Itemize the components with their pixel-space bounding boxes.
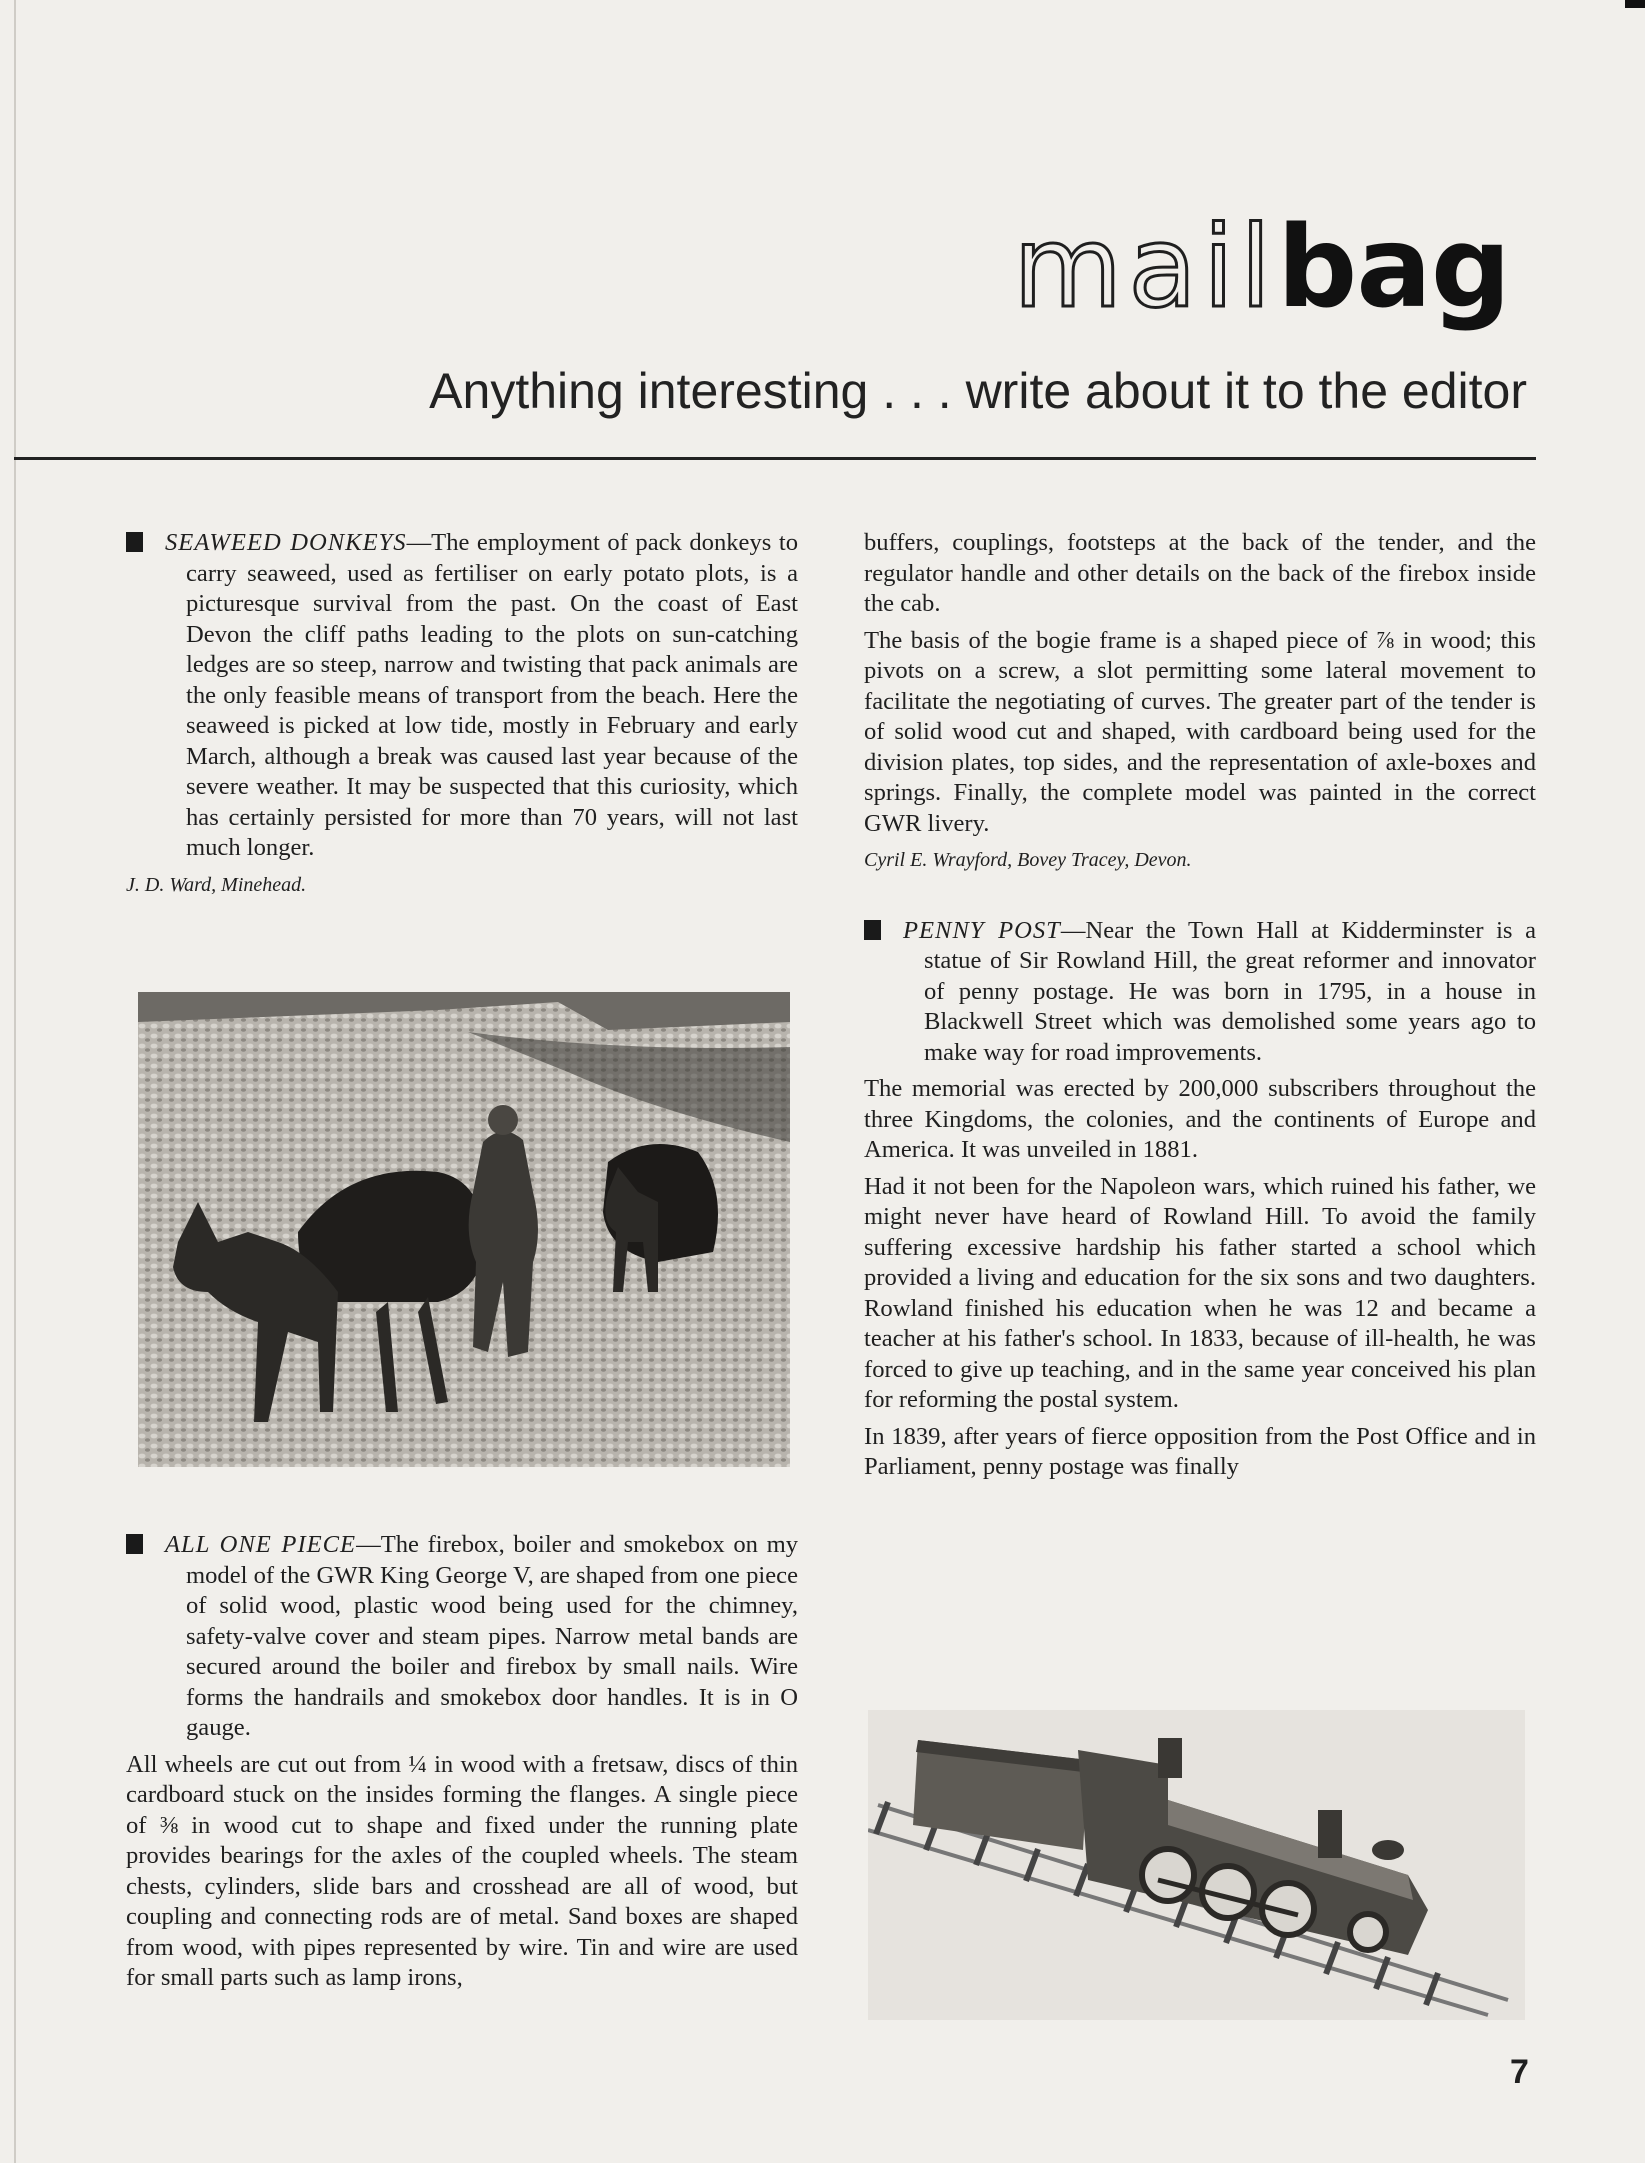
all-one-piece-paragraph xyxy=(126,1530,798,1744)
locomotive-illustration xyxy=(868,1710,1525,2020)
article-penny-post xyxy=(864,916,1536,1483)
square-bullet-icon xyxy=(126,1534,143,1554)
header-divider xyxy=(14,457,1536,460)
seaweed-donkeys-photo xyxy=(138,992,790,1467)
corner-mark xyxy=(1625,0,1645,8)
masthead-light: mail xyxy=(1013,203,1278,333)
model-locomotive-photo xyxy=(868,1710,1525,2020)
article-text: The memorial was erected by 200,000 subscribers throughout the three Kingdoms, the colonies, and the continents of Europe and America. It was unveiled in 1881. xyxy=(864,1075,1536,1163)
article-signature: J. D. Ward, Minehead. xyxy=(126,873,307,896)
article-text: The basis of the bogie frame is a shaped piece of ⅞ in wood; this pivots on a screw, a slot permitting some lateral movement to facilitate the negotiating of curves. The greater part of the tender is of solid wood cut and shaped, with cardboard being used for the division plates, top sides, and the representation of axle-boxes and springs. Finally, the complete model was painted in the correct GWR livery. xyxy=(864,626,1536,837)
article-seaweed-donkeys xyxy=(126,528,798,900)
page-edge-rule xyxy=(14,0,16,2163)
masthead-bold: bag xyxy=(1277,203,1510,333)
square-bullet-icon xyxy=(126,532,143,552)
article-text: —The firebox, boiler and smokebox on my model of the GWR King George V, are shaped from one piece of solid wood, plastic wood being used for the chimney, safety-valve cover and steam pipes. Narrow metal bands are secured around the boiler and firebox by small nails. Wire forms the handrails and smokebox door handles. It is in O gauge. xyxy=(186,1531,798,1741)
donkeys-illustration xyxy=(138,992,790,1467)
article-title: SEAWEED DONKEYS xyxy=(165,529,407,556)
article-text: In 1839, after years of fierce opposition from the Post Office and in Parliament, penny postage was finally xyxy=(864,1422,1536,1480)
article-text: —The employment of pack donkeys to carry seaweed, used as fertiliser on early potato plots, is a picturesque survival from the past. On the coast of East Devon the cliff paths leading to the plots on sun-catching ledges are so steep, narrow and twisting that pack animals are the only feasible means of transport from the beach. Here the seaweed is picked at low tide, mostly in February and early March, although a break was caused last year because of the severe weather. It may be suspected that this curiosity, which has certainly persisted for more than 70 years, will not last much longer. xyxy=(186,529,798,861)
article-text: All wheels are cut out from ¼ in wood with a fretsaw, discs of thin cardboard stuck on the insides forming the flanges. A single piece of ⅜ in wood cut to shape and fixed under the running plate provides bearings for the axles of the coupled wheels. The steam chests, cylinders, slide bars and crosshead are all of wood, but coupling and connecting rods are of metal. Sand boxes are shaped from wood, with pipes represented by wire. Tin and wire are used for small parts such as lamp irons, xyxy=(126,1750,798,1991)
article-title: ALL ONE PIECE xyxy=(165,1531,357,1558)
seaweed-paragraph xyxy=(126,528,798,864)
article-all-one-piece xyxy=(126,1530,798,1994)
left-column xyxy=(126,528,798,906)
page-number: 7 xyxy=(1510,2053,1529,2091)
penny-post-paragraph xyxy=(864,916,1536,1069)
square-bullet-icon xyxy=(864,920,881,940)
article-text: buffers, couplings, footsteps at the back of the tender, and the regulator handle and other details on the back of the firebox inside the cab. xyxy=(864,529,1536,617)
right-column xyxy=(864,528,1536,1489)
article-signature: Cyril E. Wrayford, Bovey Tracey, Devon. xyxy=(864,849,1192,871)
masthead-logo xyxy=(1013,203,1510,333)
article-text: —Near the Town Hall at Kidderminster is a statue of Sir Rowland Hill, the great reformer and innovator of penny postage. He was born in 1795, in a house in Blackwell Street which was demolished some years ago to make way for road improvements. xyxy=(924,916,1536,1066)
page-tagline: Anything interesting . . . write about it to the editor xyxy=(429,363,1527,419)
left-column-lower xyxy=(126,1530,798,2000)
article-title: PENNY POST xyxy=(903,916,1061,944)
article-text: Had it not been for the Napoleon wars, which ruined his father, we might never have heard of Rowland Hill. To avoid the family suffering excessive hardship his father started a school which provided a living and education for the six sons and two daughters. Rowland finished his education when he was 12 and became a teacher at his father's school. In 1833, because of ill-health, he was forced to give up teaching, and in the same year conceived his plan for reforming the postal system. xyxy=(864,1172,1536,1413)
